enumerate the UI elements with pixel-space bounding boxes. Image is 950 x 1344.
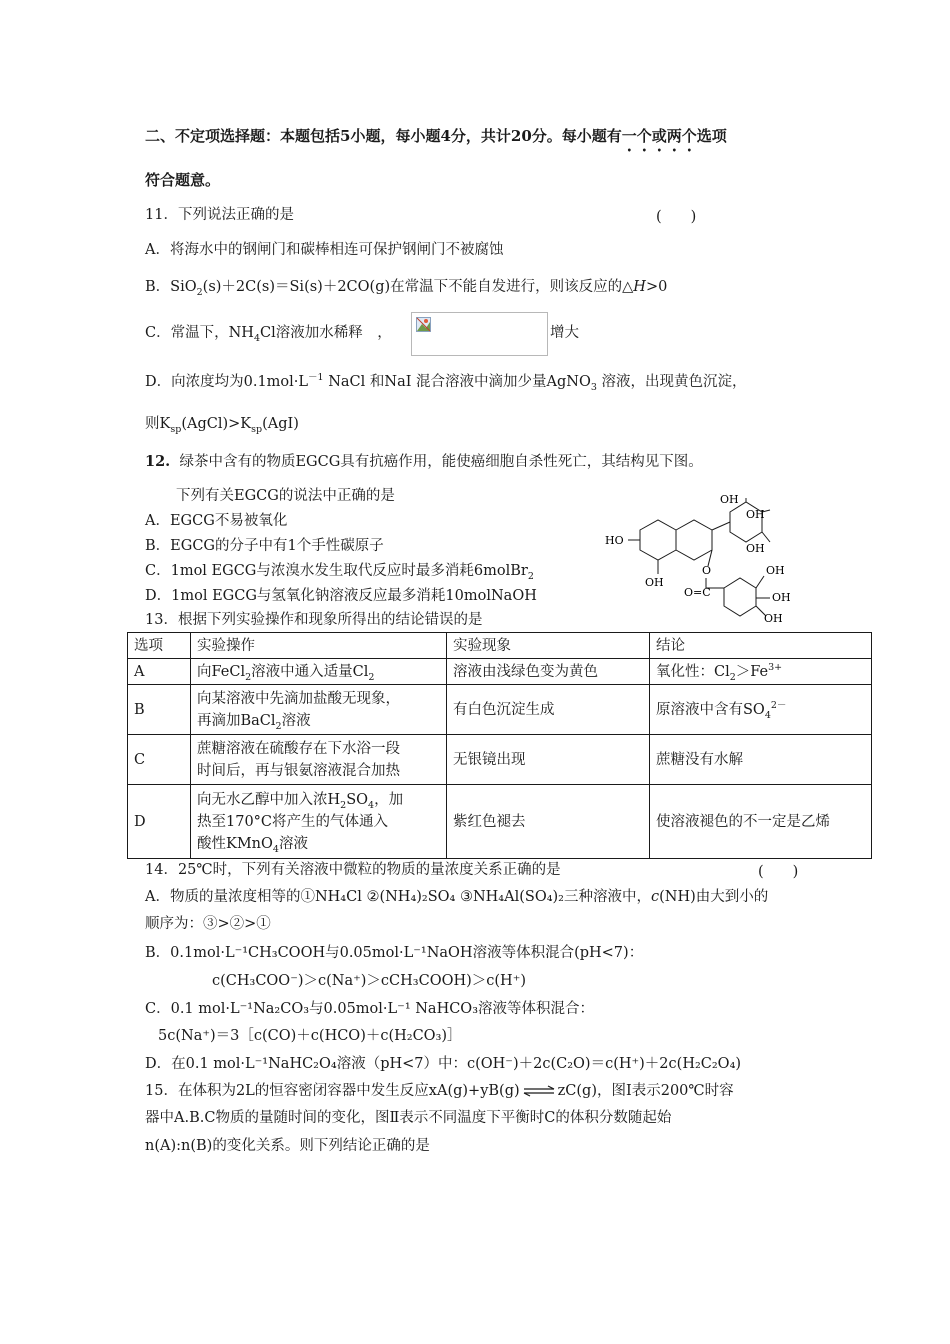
struct-label-oh-b3: OH <box>746 542 765 555</box>
table-header-row <box>128 633 872 659</box>
q11-option-d: D．向浓度均为$0.1mol\cdot L^{-1}$ NaCl 和NaI 混合溶液中滴加少量AgNO$_3$ 溶液，出现黄色沉淀， <box>145 372 747 393</box>
q11-option-c: C．常温下，$NH_4Cl$溶液加水稀释 ， <box>145 325 392 344</box>
q11-option-b: B．SiO$_2$(s)＋2C(s)＝Si(s)＋2CO(g)在常温下不能自发进行，则该反应的△H>0 <box>145 279 668 298</box>
q14-option-b-line2: c(CH₃COO⁻)＞c(Na⁺)＞cCH₃COOH)＞c(H⁺) <box>212 973 527 989</box>
col-header-option: 选项 <box>128 633 191 659</box>
row-conclusion: 氧化性：$Cl_2>Fe^{3+}$ <box>650 659 872 685</box>
experiment-table <box>127 632 872 859</box>
row-option: A <box>128 659 191 685</box>
row-option: D <box>128 785 191 859</box>
table-row <box>128 659 872 685</box>
q14-option-c-line2: 5c(Na⁺)＝3［c(CO)＋c(HCO)＋c(H₂CO₃)］ <box>158 1028 462 1044</box>
row-operation: 蔗糖溶液在硫酸存在下水浴一段 时间后，再与银氨溶液混合加热 <box>191 735 447 785</box>
q12-option-b: B．EGCG的分子中有1个手性碳原子 <box>145 538 384 554</box>
broken-image-icon <box>416 317 431 332</box>
struct-label-oh-a: OH <box>645 576 664 589</box>
q12-option-c: C．1mol EGCG与浓溴水发生取代反应时最多消耗6molBr$_2$ <box>145 563 534 582</box>
table-row <box>128 785 872 859</box>
q14-stem: 14．25℃时，下列有关溶液中微粒的物质的量浓度关系正确的是 <box>145 862 561 878</box>
broken-image-placeholder <box>411 312 548 356</box>
q14-option-a: A．物质的量浓度相等的①NH₄Cl ②(NH₄)₂SO₄ ③NH₄Al(SO₄)₂三种溶液中，c(NH)由大到小的 <box>145 889 769 905</box>
row-conclusion: 蔗糖没有水解 <box>650 735 872 785</box>
q11-option-c-tail: 增大 <box>550 325 579 341</box>
equilibrium-arrow-icon <box>522 1085 556 1097</box>
struct-label-oh-g1: OH <box>766 564 785 577</box>
row-operation: 向某溶液中先滴加盐酸无现象， 再滴加BaCl$_2$溶液 <box>191 685 447 735</box>
q11-option-d-line2: 则$K_{sp}(AgCl)>K_{sp}(AgI)$ <box>145 416 299 435</box>
struct-label-oh-top: OH <box>720 493 739 506</box>
section-header: 二、不定项选择题：本题包括5小题，每小题4分，共计20分。每小题有一个或两个选项 <box>145 127 727 145</box>
q14-option-a-line2: 顺序为：③>②>① <box>145 916 271 932</box>
table-row <box>128 685 872 735</box>
section-header-line2: 符合题意。 <box>145 171 221 189</box>
q15-line2: 器中A.B.C物质的量随时间的变化，图Ⅱ表示不同温度下平衡时C的体积分数随起始 <box>145 1110 672 1126</box>
row-conclusion: 原溶液中含有$SO_4^{2-}$ <box>650 685 872 735</box>
q12-sub-stem: 下列有关EGCG的说法中正确的是 <box>176 488 395 504</box>
row-operation: 向无水乙醇中加入浓$H_2SO_4$，加 热至170°C将产生的气体通入 酸性KMnO$_4$溶液 <box>191 785 447 859</box>
q14-answer-bracket: ( ) <box>758 864 799 880</box>
table-row <box>128 735 872 785</box>
col-header-operation: 实验操作 <box>191 633 447 659</box>
struct-label-o: O <box>702 564 712 577</box>
struct-label-oh-g3: OH <box>764 612 783 625</box>
row-option: B <box>128 685 191 735</box>
struct-label-ester: O=C <box>684 586 711 599</box>
row-conclusion: 使溶液褪色的不一定是乙烯 <box>650 785 872 859</box>
q15-line1: 15．在体积为2L的恒容密闭容器中发生反应xA(g)+yB(g) zC(g)，图Ⅰ表示200℃时容 <box>145 1083 734 1099</box>
egcg-structure <box>600 488 810 628</box>
q12-stem: 12. 绿茶中含有的物质EGCG具有抗癌作用，能使癌细胞自杀性死亡，其结构见下图。 <box>145 453 703 470</box>
q13-stem: 13．根据下列实验操作和现象所得出的结论错误的是 <box>145 612 483 628</box>
q15-line3: n(A):n(B)的变化关系。则下列结论正确的是 <box>145 1138 430 1154</box>
col-header-conclusion: 结论 <box>650 633 872 659</box>
q14-option-d: D．在0.1 mol·L⁻¹NaHC₂O₄溶液（pH<7）中：c(OH⁻)＋2c(C₂O)＝c(H⁺)＋2c(H₂C₂O₄) <box>145 1056 742 1072</box>
row-operation: 向FeCl$_2$溶液中通入适量$Cl_2$ <box>191 659 447 685</box>
q12-option-d: D．1mol EGCG与氢氧化钠溶液反应最多消耗10molNaOH <box>145 588 537 604</box>
q14-option-b: B．0.1mol·L⁻¹CH₃COOH与0.05mol·L⁻¹NaOH溶液等体积混合(pH<7)： <box>145 945 644 961</box>
q11-answer-bracket: ( ) <box>656 209 697 225</box>
row-phenomenon: 有白色沉淀生成 <box>447 685 650 735</box>
row-option: C <box>128 735 191 785</box>
row-phenomenon: 溶液由浅绿色变为黄色 <box>447 659 650 685</box>
q11-option-a: A．将海水中的钢闸门和碳棒相连可保护钢闸门不被腐蚀 <box>145 242 504 258</box>
col-header-phenomenon: 实验现象 <box>447 633 650 659</box>
q14-option-c: C．0.1 mol·L⁻¹Na₂CO₃与0.05mol·L⁻¹ NaHCO₃溶液等体积混合： <box>145 1001 595 1017</box>
row-phenomenon: 紫红色褪去 <box>447 785 650 859</box>
struct-label-oh-g2: OH <box>772 591 791 604</box>
row-phenomenon: 无银镜出现 <box>447 735 650 785</box>
struct-label-ho: HO <box>605 534 624 547</box>
struct-label-oh-b2: OH <box>746 508 765 521</box>
q11-stem: 11．下列说法正确的是 <box>145 207 294 223</box>
q12-option-a: A．EGCG不易被氧化 <box>145 513 288 529</box>
